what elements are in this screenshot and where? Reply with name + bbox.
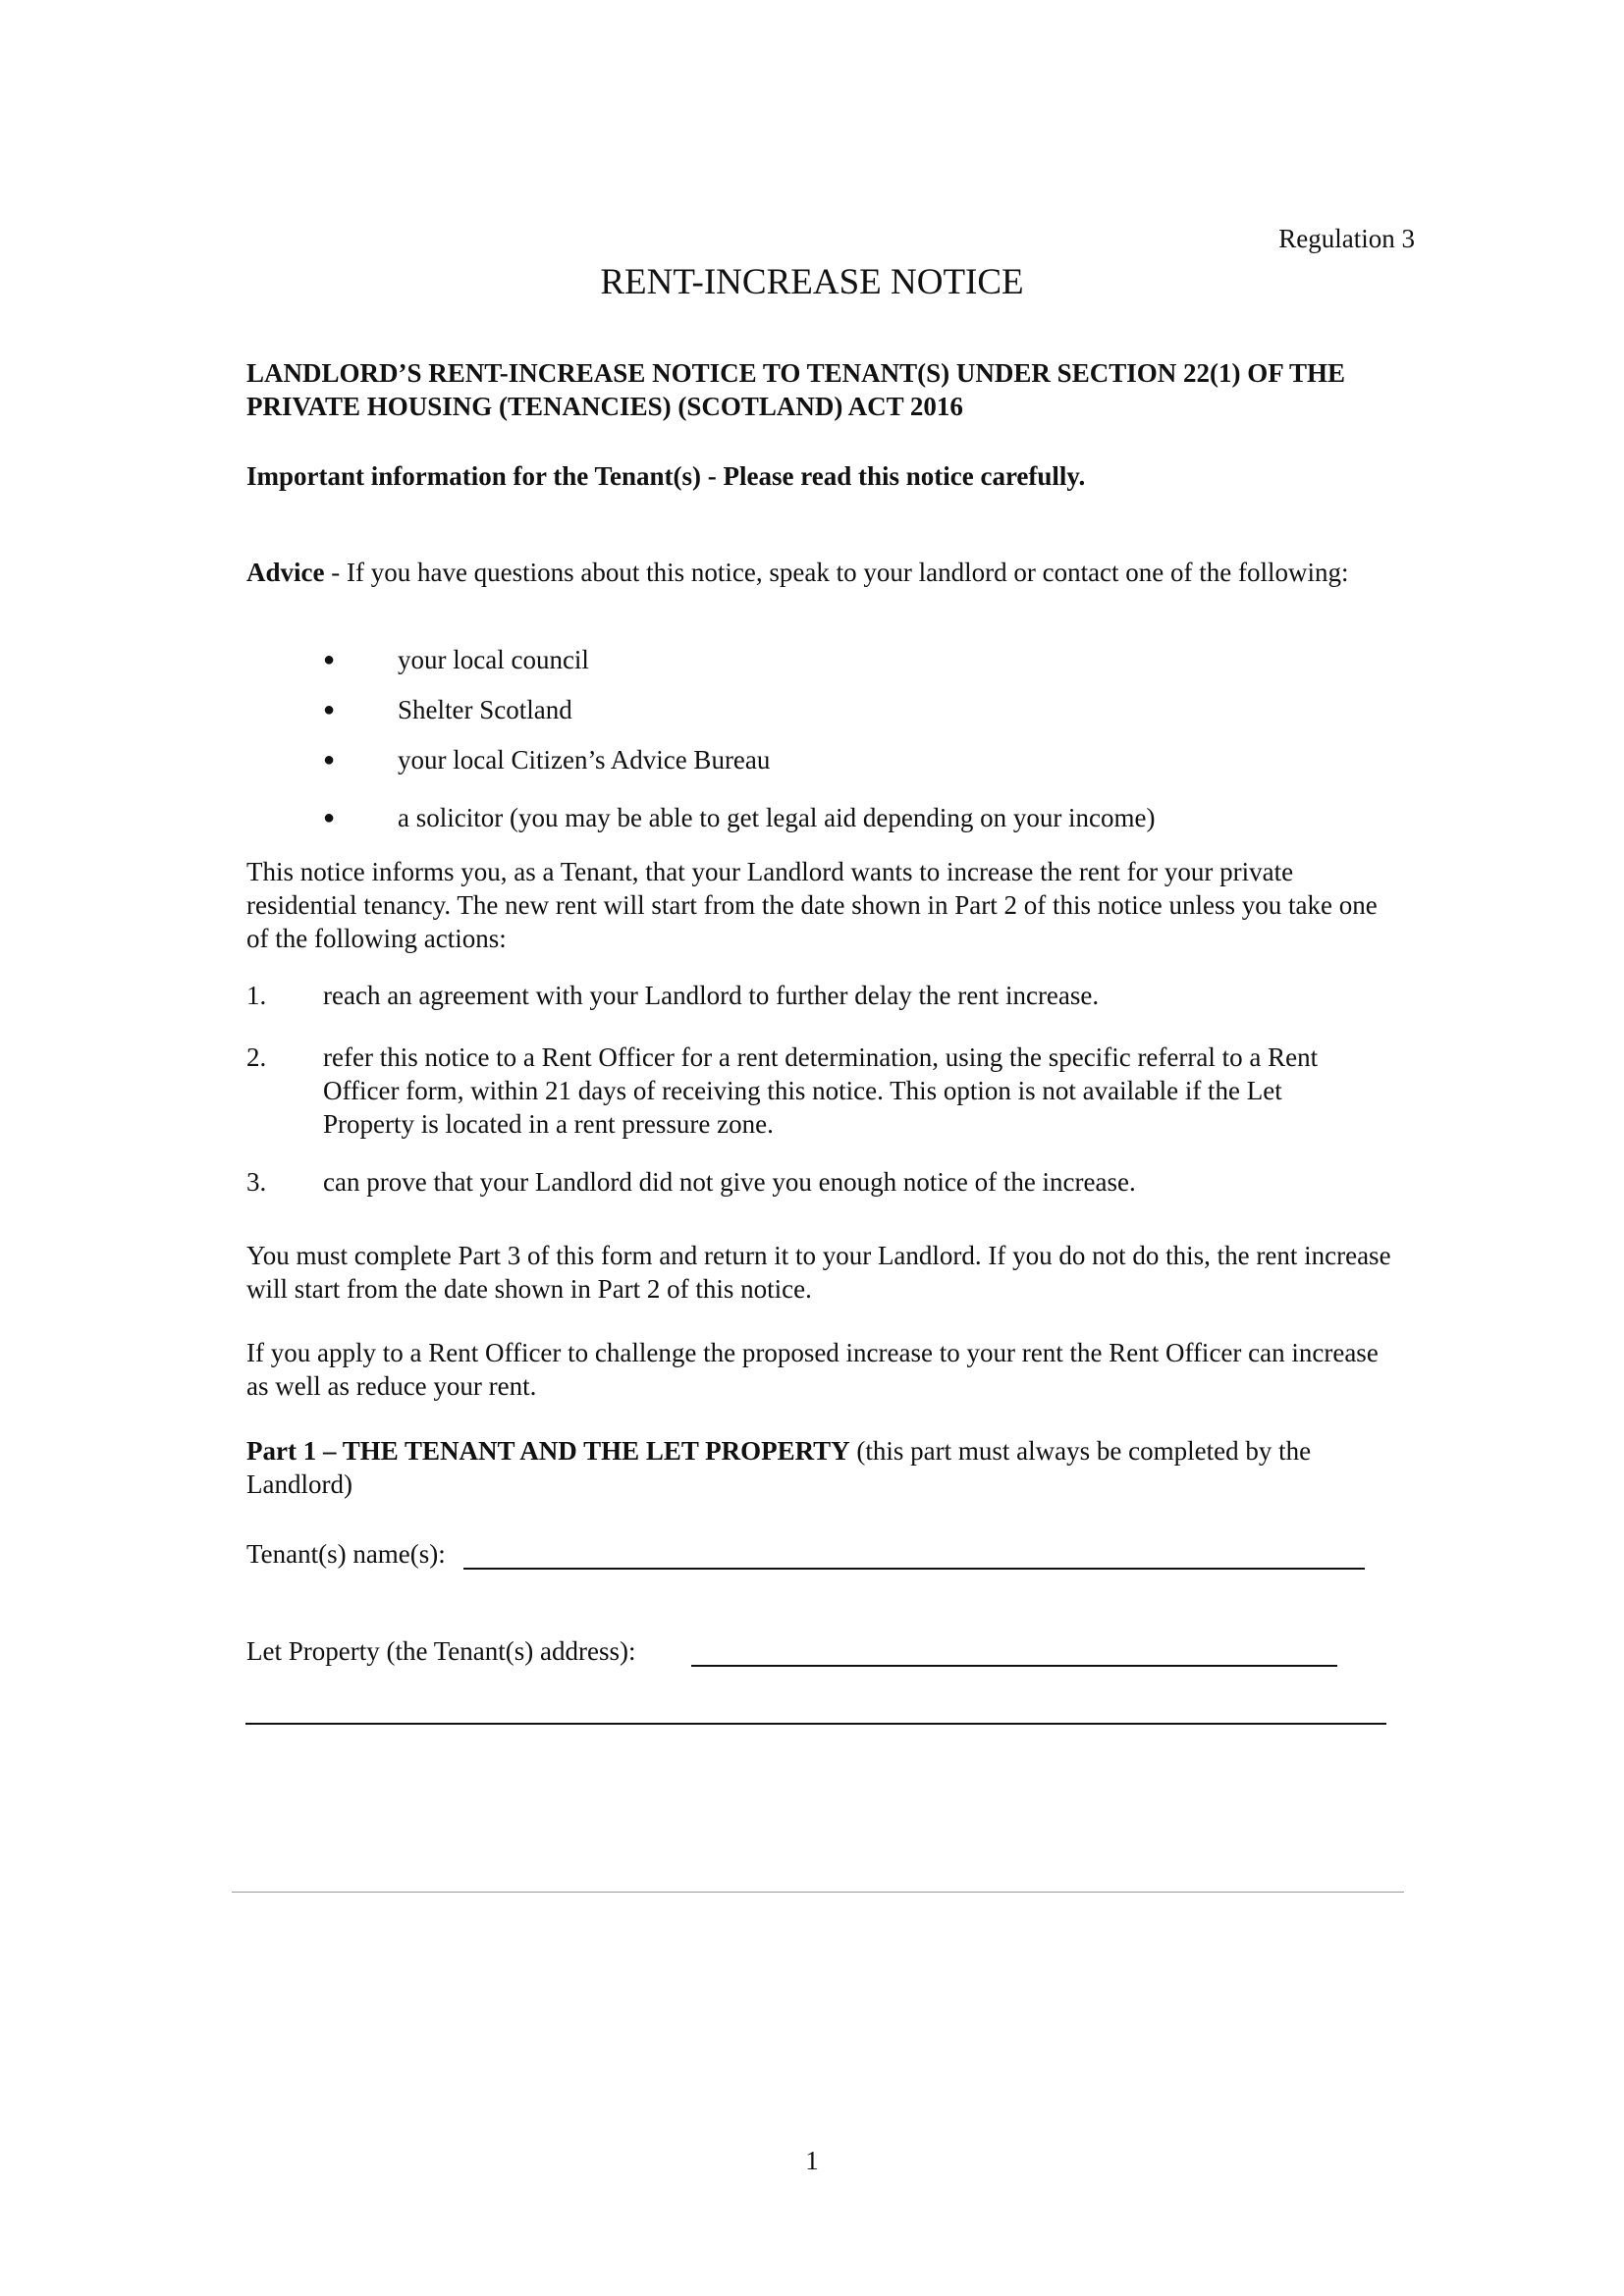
tenant-name-field[interactable] [463, 1568, 1365, 1570]
item-number: 3. [246, 1167, 267, 1197]
address-field[interactable] [691, 1665, 1337, 1667]
item-number: 1. [246, 981, 267, 1010]
part1-title: Part 1 – THE TENANT AND THE LET PROPERTY [246, 1436, 850, 1466]
page-number: 1 [805, 2146, 819, 2175]
bullet-icon: ● [323, 807, 336, 828]
address-field-line-2[interactable] [245, 1723, 1386, 1725]
regulation-reference: Regulation 3 [1278, 224, 1415, 253]
item-text: reach an agreement with your Landlord to further delay the rent increase. [323, 981, 1100, 1010]
part1-heading [246, 1434, 1395, 1501]
bullet-text: your local Citizen’s Advice Bureau [398, 745, 771, 774]
notice-subheading: LANDLORD’S RENT-INCREASE NOTICE TO TENANT(S) UNDER SECTION 22(1) OF THE PRIVATE HOUSING (TENANCIES) (SCOTLAND) ACT 2016 [246, 358, 1345, 421]
part1-note: (this part must always be completed by the Landlord) [246, 1436, 1312, 1499]
must-complete-paragraph: You must complete Part 3 of this form and return it to your Landlord. If you do not do this, the rent increase will start from the date shown in Part 2 of this notice. [246, 1241, 1391, 1304]
list-item [246, 1041, 1395, 1141]
advice-label: Advice [246, 558, 325, 587]
bullet-icon: ● [323, 749, 336, 771]
item-text: refer this notice to a Rent Officer for a rent determination, using the specific referral to a Rent Officer form, within 21 days of receiving this notice. This option is not available if the Let Property is located in a rent pressure zone. [323, 1042, 1319, 1139]
list-item [246, 979, 1395, 1012]
bullet-icon: ● [323, 699, 336, 721]
bullet-text: a solicitor (you may be able to get legal aid depending on your income) [398, 803, 1156, 832]
list-item [246, 1165, 1395, 1199]
bullet-text: Shelter Scotland [398, 695, 572, 724]
list-item [246, 801, 1395, 834]
intro-paragraph: This notice informs you, as a Tenant, that your Landlord wants to increase the rent for your private residential tenancy. The new rent will start from the date shown in Part 2 of this notice unless you take one of the following actions: [246, 857, 1378, 953]
item-text: can prove that your Landlord did not give you enough notice of the increase. [323, 1167, 1136, 1197]
item-number: 2. [246, 1042, 267, 1072]
footer-divider [232, 1892, 1404, 1893]
list-item [246, 743, 1395, 776]
advice-text: - If you have questions about this notice, speak to your landlord or contact one of the following: [324, 558, 1349, 587]
list-item [246, 693, 1395, 726]
bullet-icon: ● [323, 649, 336, 670]
advice-paragraph [246, 556, 1395, 589]
page-title: RENT-INCREASE NOTICE [600, 262, 1024, 302]
bullet-text: your local council [398, 645, 589, 674]
challenge-paragraph: If you apply to a Rent Officer to challenge the proposed increase to your rent the Rent Officer can increase as well as reduce your rent. [246, 1338, 1379, 1401]
important-information: Important information for the Tenant(s) - Please read this notice carefully. [246, 461, 1086, 491]
address-label: Let Property (the Tenant(s) address): [246, 1636, 636, 1666]
tenant-name-label: Tenant(s) name(s): [246, 1539, 446, 1569]
list-item [246, 643, 1395, 676]
